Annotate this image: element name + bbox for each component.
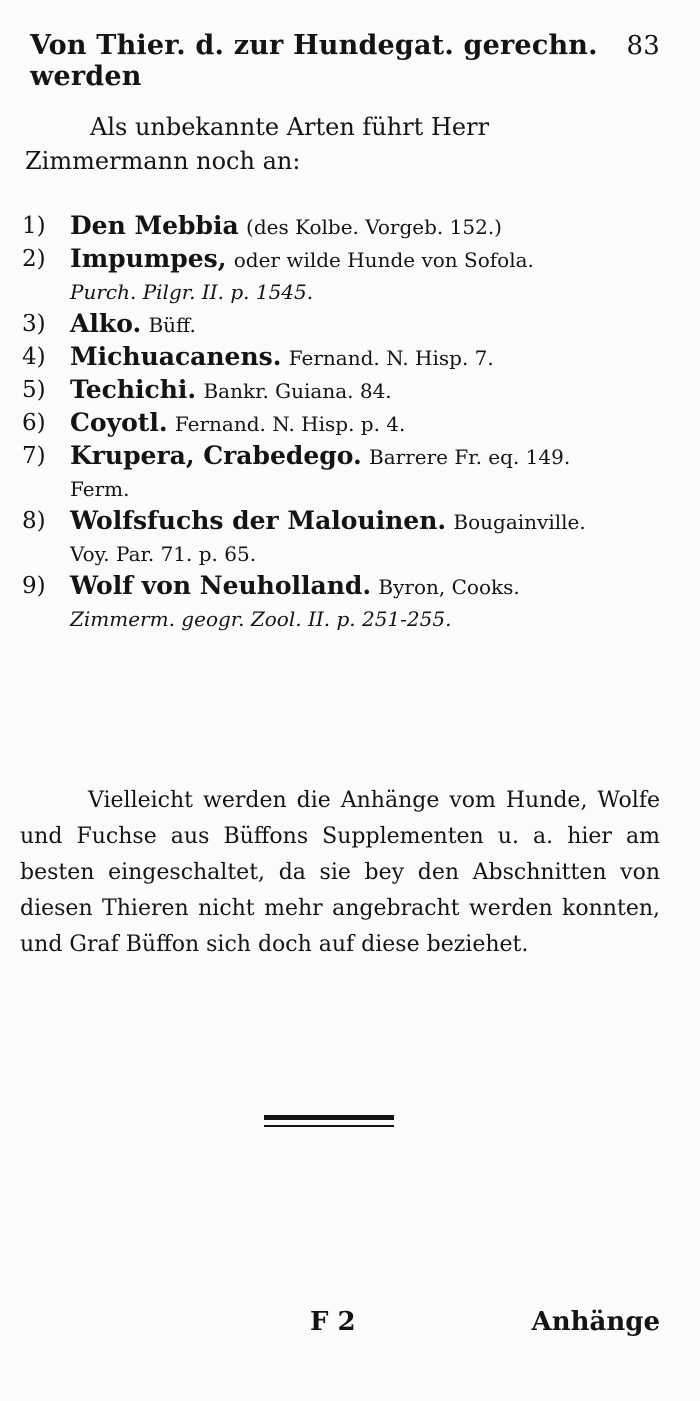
list-item [22, 210, 662, 243]
running-header [30, 30, 660, 92]
item-source: oder wilde Hunde von Sofola. [233, 248, 534, 272]
item-citation: Ferm. [70, 477, 130, 501]
page-number: 83 [626, 31, 660, 61]
item-number: 1) [22, 213, 46, 239]
item-name: Krupera, Crabedego. [70, 441, 362, 470]
item-source: (des Kolbe. Vorgeb. 152.) [246, 215, 502, 239]
item-source: Bougainville. [453, 510, 586, 534]
list-item [22, 243, 662, 308]
list-item [22, 374, 662, 407]
running-title: Von Thier. d. zur Hundegat. gerechn. werden [30, 30, 598, 92]
page-footer [20, 1307, 660, 1337]
item-citation: Purch. Pilgr. II. p. 1545. [70, 280, 314, 304]
list-item [22, 308, 662, 341]
item-number: 7) [22, 443, 46, 469]
item-number: 9) [22, 573, 46, 599]
item-source: Fernand. N. Hisp. 7. [288, 346, 494, 370]
item-source: Barrere Fr. eq. 149. [369, 445, 571, 469]
item-name: Coyotl. [70, 408, 168, 437]
list-item [22, 440, 662, 505]
item-number: 5) [22, 377, 46, 403]
item-name: Wolfsfuchs der Malouinen. [70, 506, 447, 535]
catchword: Anhänge [531, 1307, 660, 1337]
item-name: Techichi. [70, 375, 197, 404]
item-citation: Voy. Par. 71. p. 65. [70, 542, 257, 566]
item-name: Alko. [70, 309, 142, 338]
closing-paragraph: Vielleicht werden die Anhänge vom Hunde, Wolfe und Fuchse aus Büffons Supplementen u. a. hier am besten eingeschaltet, da sie bey den Abschnitten von diesen Thieren nicht mehr angebracht werden konnten, und Graf Büffon sich doch auf diese beziehet. [20, 788, 660, 957]
item-number: 6) [22, 410, 46, 436]
item-citation: Zimmerm. geogr. Zool. II. p. 251-255. [70, 607, 452, 631]
item-source: Fernand. N. Hisp. p. 4. [174, 412, 406, 436]
item-source: Bankr. Guiana. 84. [203, 379, 392, 403]
item-name: Michuacanens. [70, 342, 282, 371]
item-number: 4) [22, 344, 46, 370]
item-source: Büff. [148, 313, 196, 337]
list-item [22, 407, 662, 440]
item-number: 3) [22, 311, 46, 337]
list-item [22, 505, 662, 570]
species-list [22, 210, 662, 635]
item-number: 8) [22, 508, 46, 534]
item-name: Den Mebbia [70, 211, 239, 240]
item-name: Wolf von Neuholland. [70, 571, 372, 600]
list-item [22, 570, 662, 635]
section-divider [264, 1115, 394, 1127]
item-name: Impumpes, [70, 244, 227, 273]
intro-paragraph: Als unbekannte Arten führt Herr Zimmermann noch an: [25, 113, 490, 175]
item-number: 2) [22, 246, 46, 272]
item-source: Byron, Cooks. [378, 575, 520, 599]
list-item [22, 341, 662, 374]
signature-mark: F 2 [310, 1307, 356, 1337]
